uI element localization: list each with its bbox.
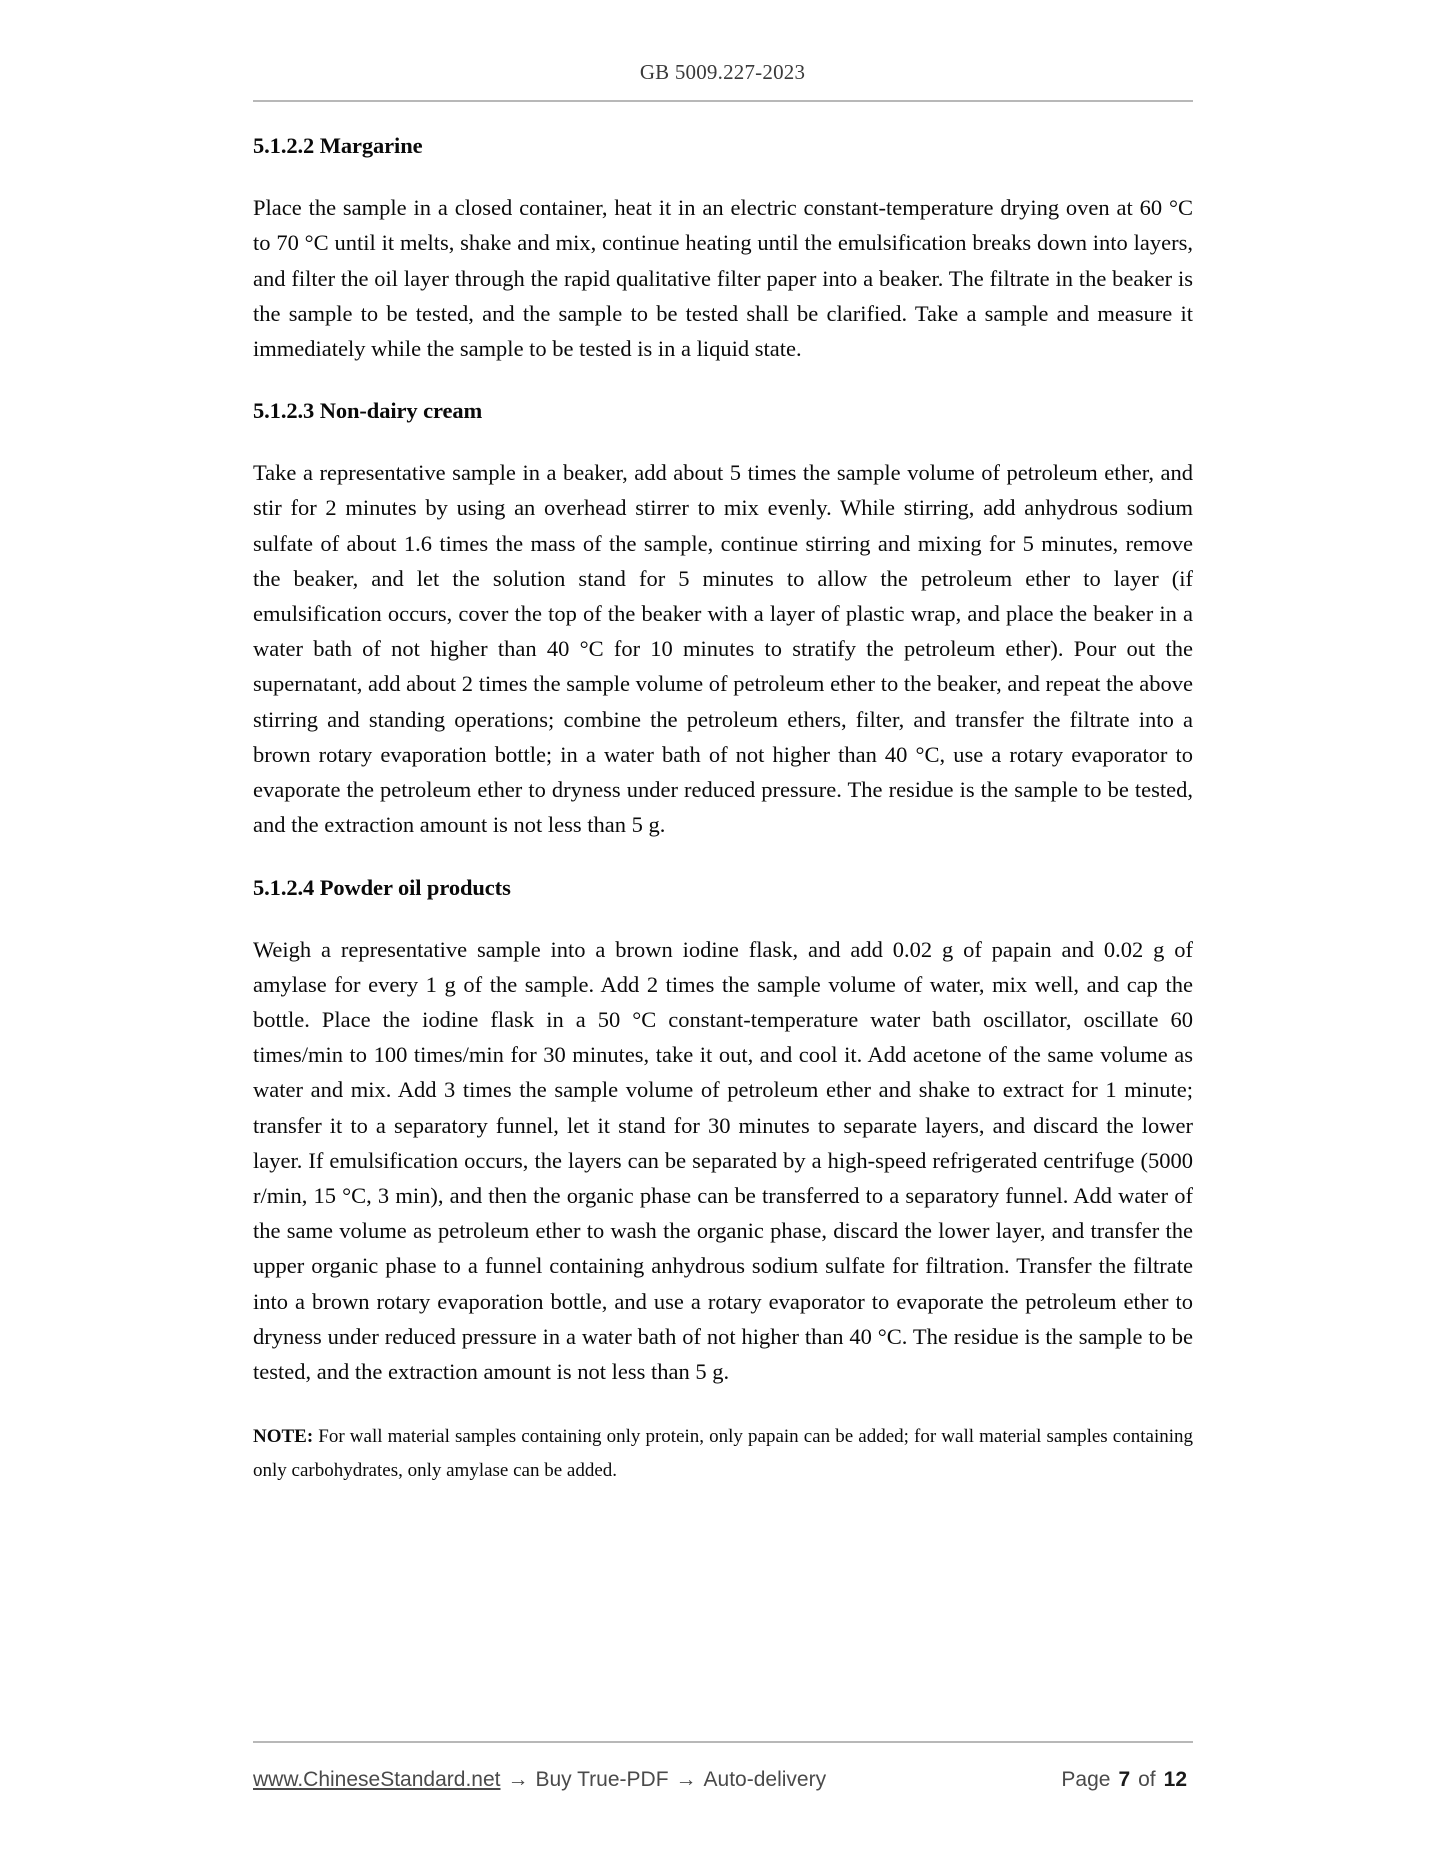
note-block bbox=[253, 1420, 1193, 1488]
spacer bbox=[253, 366, 1193, 397]
spacer bbox=[253, 843, 1193, 874]
page-label: Page bbox=[1061, 1768, 1111, 1791]
note-label: NOTE: bbox=[253, 1426, 314, 1448]
page-footer bbox=[253, 1768, 1193, 1792]
of-label: of bbox=[1138, 1768, 1156, 1791]
arrow-right-icon: → bbox=[675, 1768, 697, 1791]
buy-true-pdf-label: Buy True-PDF bbox=[535, 1768, 669, 1791]
spacer bbox=[253, 160, 1193, 190]
note-text: For wall material samples containing only protein, only papain can be added; for wall material samples containing only carbohydrates, only amylase can be added. bbox=[253, 1426, 1193, 1482]
total-page-count: 12 bbox=[1163, 1768, 1187, 1791]
page-header bbox=[0, 60, 1445, 85]
spacer bbox=[253, 902, 1193, 932]
section-paragraph-margarine: Place the sample in a closed container, heat it in an electric constant-temperature drying oven at 60 °C to 70 °C until it melts, shake and mix, continue heating until the emulsification breaks down into layers, and filter the oil layer through the rapid qualitative filter paper into a beaker. The filtrate in the beaker is the sample to be tested, and the sample to be tested shall be clarified. Take a sample and measure it immediately while the sample to be tested is in a liquid state. bbox=[253, 195, 1193, 361]
arrow-right-icon: → bbox=[507, 1768, 529, 1791]
section-paragraph-powder-oil-products: Weigh a representative sample into a brown iodine flask, and add 0.02 g of papain and 0.02 g of amylase for every 1 g of the sample. Add 2 times the sample volume of water, mix well, and cap the bottle. Place the iodine flask in a 50 °C constant-temperature water bath oscillator, oscillate 60 times/min to 100 times/min for 30 minutes, take it out, and cool it. Add acetone of the same volume as water and mix. Add 3 times the sample volume of petroleum ether and shake to extract for 1 minute; transfer it to a separatory funnel, let it stand for 30 minutes to separate layers, and discard the lower layer. If emulsification occurs, the layers can be separated by a high-speed refrigerated centrifuge (5000 r/min, 15 °C, 3 min), and then the organic phase can be transferred to a separatory funnel. Add water of the same volume as petroleum ether to wash the organic phase, discard the lower layer, and transfer the upper organic phase to a funnel containing anhydrous sodium sulfate for filtration. Transfer the filtrate into a brown rotary evaporation bottle, and use a rotary evaporator to evaporate the petroleum ether to dryness under reduced pressure in a water bath of not higher than 40 °C. The residue is the sample to be tested, and the extraction amount is not less than 5 g. bbox=[253, 936, 1193, 1385]
section-paragraph-non-dairy-cream: Take a representative sample in a beaker, add about 5 times the sample volume of petroleum ether, and stir for 2 minutes by using an overhead stirrer to mix evenly. While stirring, add anhydrous sodium sulfate of about 1.6 times the mass of the sample, continue stirring and mixing for 5 minutes, remove the beaker, and let the solution stand for 5 minutes to allow the petroleum ether to layer (if emulsification occurs, cover the top of the beaker with a layer of plastic wrap, and place the beaker in a water bath of not higher than 40 °C for 10 minutes to stratify the petroleum ether). Pour out the supernatant, add about 2 times the sample volume of petroleum ether to the beaker, and repeat the above stirring and standing operations; combine the petroleum ethers, filter, and transfer the filtrate into a brown rotary evaporation bottle; in a water bath of not higher than 40 °C, use a rotary evaporator to evaporate the petroleum ether to dryness under reduced pressure. The residue is the sample to be tested, and the extraction amount is not less than 5 g. bbox=[253, 460, 1193, 838]
document-content bbox=[253, 132, 1193, 1488]
section-heading-powder-oil-products: 5.1.2.4 Powder oil products bbox=[253, 874, 511, 900]
footer-promo bbox=[253, 1768, 826, 1792]
section-heading-margarine: 5.1.2.2 Margarine bbox=[253, 133, 423, 158]
header-divider bbox=[253, 100, 1193, 102]
spacer bbox=[253, 1389, 1193, 1420]
footer-divider bbox=[253, 1741, 1193, 1743]
auto-delivery-label: Auto-delivery bbox=[703, 1768, 827, 1791]
standard-code: GB 5009.227-2023 bbox=[639, 60, 806, 84]
spacer bbox=[253, 425, 1193, 455]
current-page-number: 7 bbox=[1118, 1768, 1131, 1791]
page-indicator bbox=[1061, 1768, 1193, 1792]
section-heading-non-dairy-cream: 5.1.2.3 Non-dairy cream bbox=[253, 398, 483, 424]
website-link[interactable]: www.ChineseStandard.net bbox=[253, 1768, 501, 1791]
